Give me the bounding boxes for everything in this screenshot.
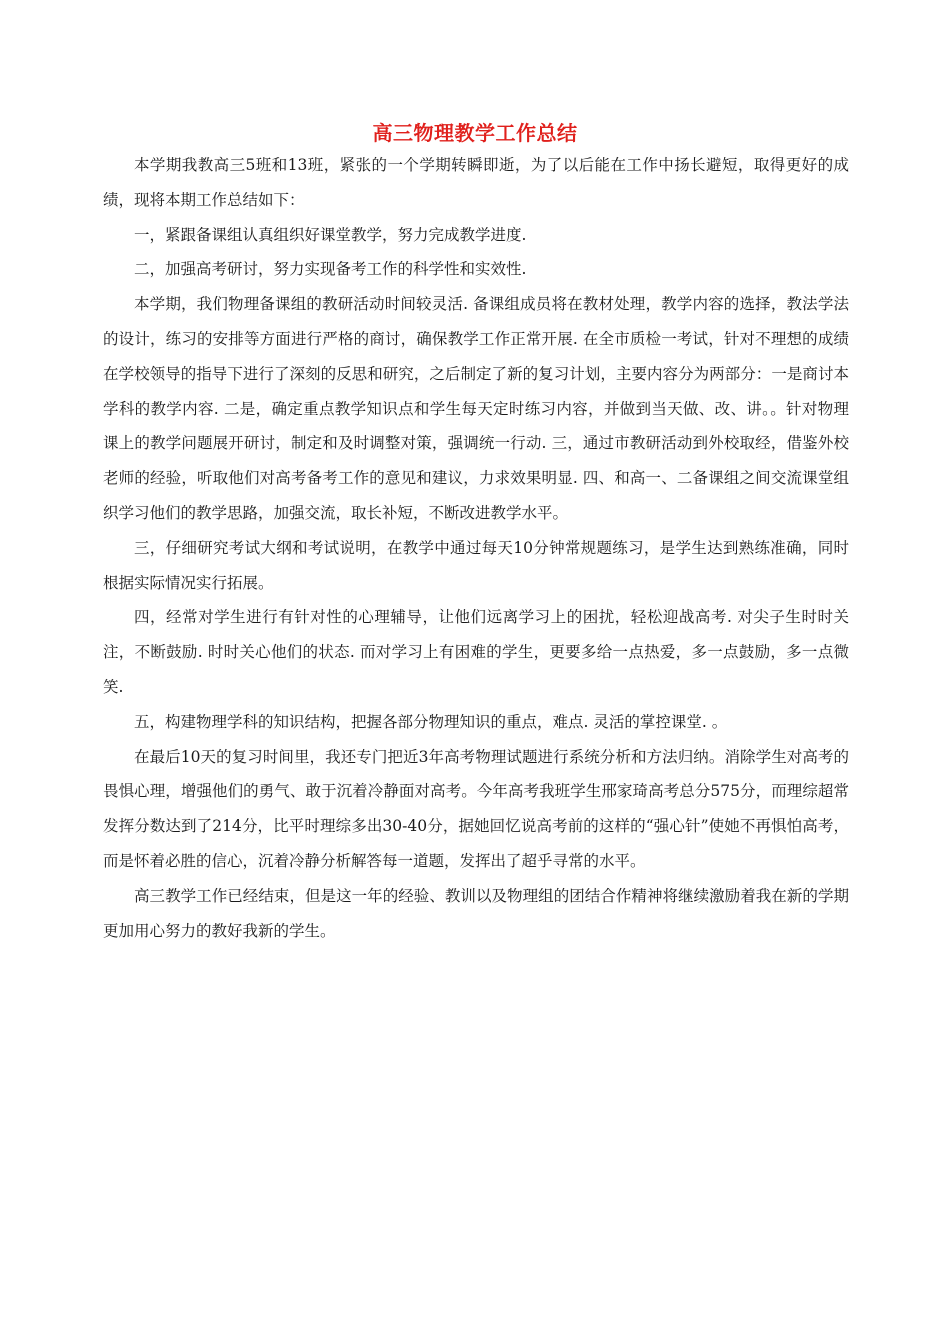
paragraph-final-review: 在最后10天的复习时间里，我还专门把近3年高考物理试题进行系统分析和方法归纳。消除学生对高考的畏惧心理，增强他们的勇气、敢于沉着冷静面对高考。今年高考我班学生邢家琦高考总分575分，而理综超常发挥分数达到了214分，比平时理综多出30-40分，据她回忆说高考前的这样的“强心针”使她不再惧怕高考，而是怀着必胜的信心，沉着冷静分析解答每一道题，发挥出了超乎寻常的水平。	[103, 747, 849, 870]
paragraph-conclusion: 高三教学工作已经结束，但是这一年的经验、教训以及物理组的团结合作精神将继续激励着我在新的学期更加用心努力的教好我新的学生。	[103, 886, 849, 940]
paragraph-point-2: 二，加强高考研讨，努力实现备考工作的科学性和实效性.	[134, 260, 527, 279]
paragraph-research: 本学期，我们物理备课组的教研活动时间较灵活. 备课组成员将在教材处理，教学内容的选择，教法学法的设计，练习的安排等方面进行严格的商讨，确保教学工作正常开展. 在全市质检一考试，针对不理想的成绩在学校领导的指导下进行了深刻的反思和研究，之后制定了新的复习计划，主要内容分为两部分：一是商讨本学科的教学内容. 二是，确定重点教学知识点和学生每天定时练习内容，并做到当天做、改、讲。。针对物理课上的教学问题展开研讨，制定和及时调整对策，强调统一行动. 三，通过市教研活动到外校取经，借鉴外校老师的经验，听取他们对高考备考工作的意见和建议，力求效果明显. 四、和高一、二备课组之间交流课堂组织学习他们的教学思路，加强交流，取长补短，不断改进教学水平。	[103, 295, 849, 522]
document-title: 高三物理教学工作总结	[372, 121, 578, 145]
paragraph-point-3: 三，仔细研究考试大纲和考试说明，在教学中通过每天10分钟常规题练习，是学生达到熟练准确，同时根据实际情况实行拓展。	[103, 538, 849, 592]
paragraph-point-4: 四，经常对学生进行有针对性的心理辅导，让他们远离学习上的困扰，轻松迎战高考. 对尖子生时时关注，不断鼓励. 时时关心他们的状态. 而对学习上有困难的学生，更要多给一点热爱，多一点鼓励，多一点微笑.	[103, 608, 849, 696]
paragraph-point-1: 一，紧跟备课组认真组织好课堂教学，努力完成教学进度.	[134, 225, 527, 244]
paragraph-intro: 本学期我教高三5班和13班，紧张的一个学期转瞬即逝，为了以后能在工作中扬长避短，取得更好的成绩，现将本期工作总结如下：	[103, 156, 849, 209]
document-body	[103, 148, 849, 948]
paragraph-point-5: 五，构建物理学科的知识结构，把握各部分物理知识的重点，难点. 灵活的掌控课堂. 。	[134, 712, 728, 731]
